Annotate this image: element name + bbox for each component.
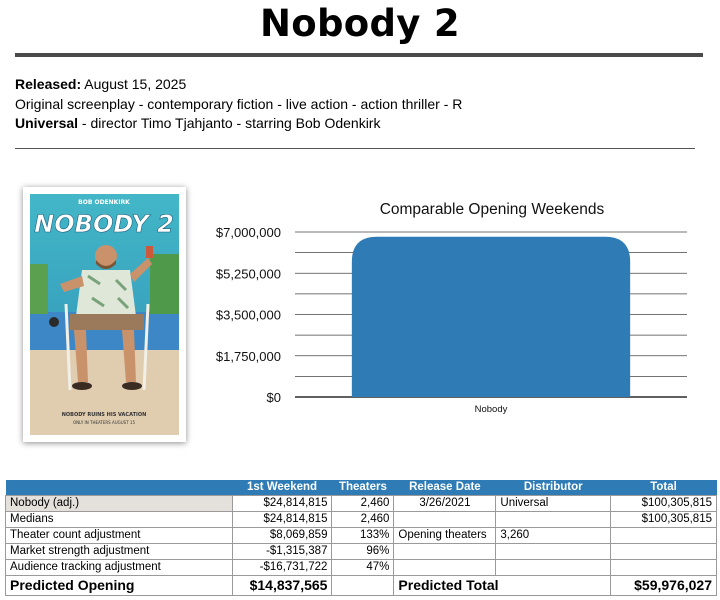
movie-info (15, 75, 462, 134)
release-date-cell (394, 511, 496, 527)
total-cell: $100,305,815 (611, 495, 717, 511)
header-theaters: Theaters (332, 480, 394, 495)
released-label: Released: (15, 76, 82, 92)
first-weekend-cell: $24,814,815 (232, 511, 332, 527)
table-row (6, 559, 717, 575)
header-total: Total (611, 480, 717, 495)
header-blank (6, 480, 233, 495)
studio-name: Universal (15, 115, 79, 131)
table-row (6, 543, 717, 559)
info-divider (15, 148, 695, 149)
prediction-spacer (332, 575, 394, 595)
chart-x-labels (475, 404, 508, 415)
distributor-cell (496, 559, 611, 575)
theaters-cell: 133% (332, 527, 394, 543)
table-row (6, 527, 717, 543)
poster-release-text: ONLY IN THEATERS AUGUST 15 (73, 420, 135, 425)
table-row (6, 495, 717, 511)
table-row (6, 511, 717, 527)
genre-line: Original screenplay - contemporary fiction - live action - action thriller - R (15, 95, 463, 112)
first-weekend-cell: $8,069,859 (232, 527, 332, 543)
distributor-cell: Universal (496, 495, 611, 511)
distributor-cell: 3,260 (496, 527, 611, 543)
bar-nobody (352, 237, 630, 397)
poster-top-text: BOB ODENKIRK (78, 199, 130, 206)
row-label: Medians (6, 511, 233, 527)
release-line (15, 75, 462, 95)
header-first-weekend: 1st Weekend (232, 480, 332, 495)
release-date-cell: 3/26/2021 (394, 495, 496, 511)
opening-weekends-chart (195, 190, 705, 425)
header-release-date: Release Date (394, 480, 496, 495)
page-title: Nobody 2 (260, 2, 460, 45)
total-cell (611, 543, 717, 559)
total-cell: $100,305,815 (611, 511, 717, 527)
release-date-cell: Opening theaters (394, 527, 496, 543)
first-weekend-cell: $24,814,815 (232, 495, 332, 511)
poster-tagline: NOBODY RUINS HIS VACATION (61, 412, 147, 418)
title-divider (15, 53, 703, 57)
poster-logo-text: NOBODY 2 (34, 210, 174, 238)
theaters-cell: 96% (332, 543, 394, 559)
first-weekend-cell: -$1,315,387 (232, 543, 332, 559)
release-date-cell (394, 559, 496, 575)
prediction-row (6, 575, 717, 595)
predicted-opening-value: $14,837,565 (232, 575, 332, 595)
chart-bars (352, 237, 630, 397)
predicted-opening-label: Predicted Opening (6, 575, 233, 595)
chart-y-ticks (216, 225, 281, 405)
y-tick-label: $1,750,000 (215, 348, 281, 364)
theaters-cell: 47% (332, 559, 394, 575)
chart-title: Comparable Opening Weekends (379, 201, 605, 218)
credits-line: Universal - director Timo Tjahjanto - starring Bob Odenkirk (15, 115, 381, 131)
predicted-total-label: Predicted Total (394, 575, 611, 595)
theaters-cell: 2,460 (332, 495, 394, 511)
header-distributor: Distributor (496, 480, 611, 495)
row-label: Market strength adjustment (6, 543, 233, 559)
row-label: Audience tracking adjustment (6, 559, 233, 575)
row-label: Theater count adjustment (6, 527, 233, 543)
first-weekend-cell: -$16,731,722 (232, 559, 332, 575)
distributor-cell (496, 543, 611, 559)
forecast-table (5, 480, 717, 596)
table-header-row (6, 480, 717, 495)
total-cell (611, 559, 717, 575)
movie-poster (23, 187, 186, 442)
distributor-cell (496, 511, 611, 527)
theaters-cell: 2,460 (332, 511, 394, 527)
row-label: Nobody (adj.) (6, 495, 233, 511)
y-tick-label: $5,250,000 (215, 266, 281, 282)
y-tick-label: $3,500,000 (215, 307, 281, 323)
y-tick-label: $0 (266, 390, 281, 405)
release-date-cell (394, 543, 496, 559)
y-tick-label: $7,000,000 (215, 225, 281, 240)
credits-text: director Timo Tjahjanto - starring Bob Odenkirk (90, 115, 381, 131)
poster-image (30, 194, 179, 435)
total-cell (611, 527, 717, 543)
predicted-total-value: $59,976,027 (611, 575, 717, 595)
x-tick-label: Nobody (474, 404, 508, 415)
release-date: August 15, 2025 (84, 76, 187, 92)
